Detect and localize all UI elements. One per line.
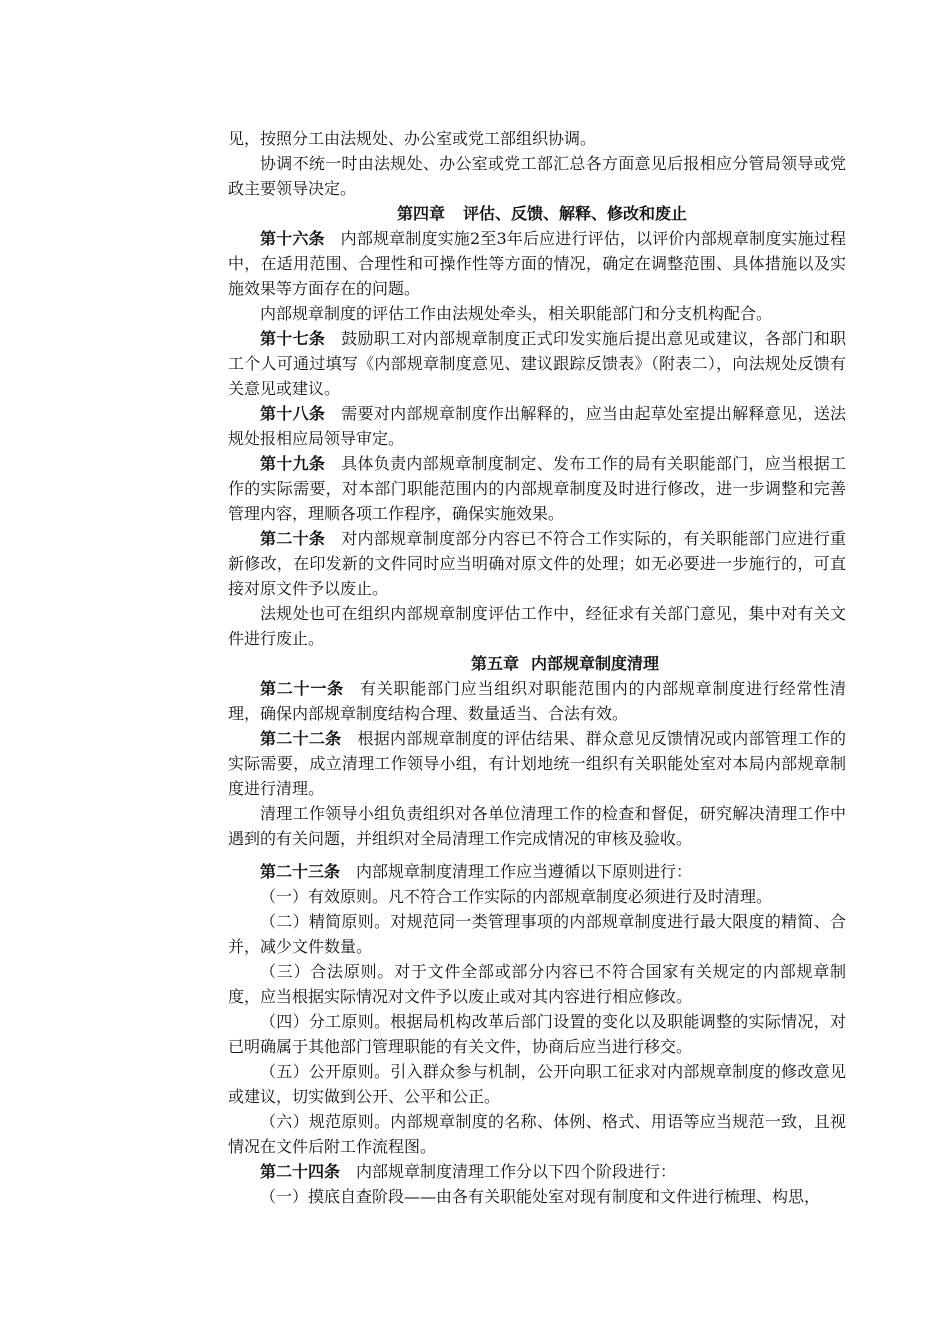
article-text: 根据内部规章制度的评估结果、群众意见反馈情况或内部管理工作的实际需要，成立清理工作领导小组，有计划地统一组织有关职能处室对本局内部规章制度进行清理。 xyxy=(228,729,846,798)
article-paragraph xyxy=(228,401,846,451)
article-text: 内部规章制度清理工作应当遵循以下原则进行： xyxy=(356,862,693,881)
body-paragraph: 协调不统一时由法规处、办公室或党工部汇总各方面意见后报相应分管局领导或党政主要领导决定。 xyxy=(228,154,846,198)
article-label: 第二十四条 xyxy=(260,1162,341,1181)
chapter-number: 第四章 xyxy=(396,204,445,223)
body-paragraph: 法规处也可在组织内部规章制度评估工作中，经征求有关部门意见，集中对有关文件进行废止。 xyxy=(228,604,846,648)
body-paragraph: （五）公开原则。引入群众参与机制，公开向职工征求对内部规章制度的修改意见或建议，切实做到公开、公平和公正。 xyxy=(228,1062,846,1106)
article-text: 具体负责内部规章制度制定、发布工作的局有关职能部门，应当根据工作的实际需要，对本部门职能范围内的内部规章制度及时进行修改，进一步调整和完善管理内容，理顺各项工作程序，确保实施效果。 xyxy=(228,454,846,523)
chapter-number: 第五章 xyxy=(470,654,519,673)
article-label: 第十七条 xyxy=(260,329,326,348)
article-label: 第二十条 xyxy=(260,529,326,548)
article-label: 第二十三条 xyxy=(260,862,341,881)
body-paragraph: （三）合法原则。对于文件全部或部分内容已不符合国家有关规定的内部规章制度，应当根据实际情况对文件予以废止或对其内容进行相应修改。 xyxy=(228,962,846,1006)
body-paragraph: 清理工作领导小组负责组织对各单位清理工作的检查和督促，研究解决清理工作中遇到的有关问题，并组织对全局清理工作完成情况的审核及验收。 xyxy=(228,804,846,848)
article-text: 内部规章制度清理工作分以下四个阶段进行： xyxy=(356,1162,677,1181)
body-paragraph: （一）有效原则。凡不符合工作实际的内部规章制度必须进行及时清理。 xyxy=(260,887,773,906)
article-label: 第十八条 xyxy=(260,404,326,423)
article-text: 对内部规章制度部分内容已不符合工作实际的，有关职能部门应进行重新修改，在印发新的文件同时应当明确对原文件的处理；如无必要进一步施行的，可直接对原文件予以废止。 xyxy=(228,529,846,598)
body-paragraph: （一）摸底自查阶段——由各有关职能处室对现有制度和文件进行梳理、构思， xyxy=(260,1187,821,1206)
article-paragraph xyxy=(228,859,846,884)
body-paragraph: （四）分工原则。根据局机构改革后部门设置的变化以及职能调整的实际情况，对已明确属于其他部门管理职能的有关文件，协商后应当进行移交。 xyxy=(228,1012,846,1056)
article-text: 需要对内部规章制度作出解释的，应当由起草处室提出解释意见，送法规处报相应局领导审定。 xyxy=(228,404,846,448)
article-label: 第十六条 xyxy=(260,229,325,248)
article-paragraph xyxy=(228,326,846,401)
article-label: 第十九条 xyxy=(260,454,326,473)
body-paragraph: 内部规章制度的评估工作由法规处牵头，相关职能部门和分支机构配合。 xyxy=(260,304,773,323)
article-text: 内部规章制度实施2至3年后应进行评估，以评价内部规章制度实施过程中，在适用范围、合理性和可操作性等方面的情况，确定在调整范围、具体措施以及实施效果等方面存在的问题。 xyxy=(228,229,846,298)
article-paragraph xyxy=(228,451,846,526)
chapter-title: 评估、反馈、解释、修改和废止 xyxy=(463,204,688,223)
article-paragraph xyxy=(228,526,846,601)
section-spacer xyxy=(228,851,846,859)
article-text: 有关职能部门应当组织对职能范围内的内部规章制度进行经常性清理，确保内部规章制度结构合理、数量适当、合法有效。 xyxy=(228,679,846,723)
body-paragraph: （二）精简原则。对规范同一类管理事项的内部规章制度进行最大限度的精简、合并，减少文件数量。 xyxy=(228,912,846,956)
article-paragraph xyxy=(228,226,846,301)
chapter-heading xyxy=(228,651,846,676)
document-body xyxy=(228,126,846,1209)
article-label: 第二十二条 xyxy=(260,729,342,748)
body-paragraph: （六）规范原则。内部规章制度的名称、体例、格式、用语等应当规范一致，且视情况在文件后附工作流程图。 xyxy=(228,1112,846,1156)
article-text: 鼓励职工对内部规章制度正式印发实施后提出意见或建议，各部门和职工个人可通过填写《内部规章制度意见、建议跟踪反馈表》（附表二），向法规处反馈有关意见或建议。 xyxy=(228,329,846,398)
article-paragraph xyxy=(228,726,846,801)
article-paragraph xyxy=(228,1159,846,1184)
chapter-heading xyxy=(228,201,846,226)
article-paragraph xyxy=(228,676,846,726)
article-label: 第二十一条 xyxy=(260,679,344,698)
body-paragraph: 见，按照分工由法规处、办公室或党工部组织协调。 xyxy=(228,129,597,148)
chapter-title: 内部规章制度清理 xyxy=(531,654,660,673)
